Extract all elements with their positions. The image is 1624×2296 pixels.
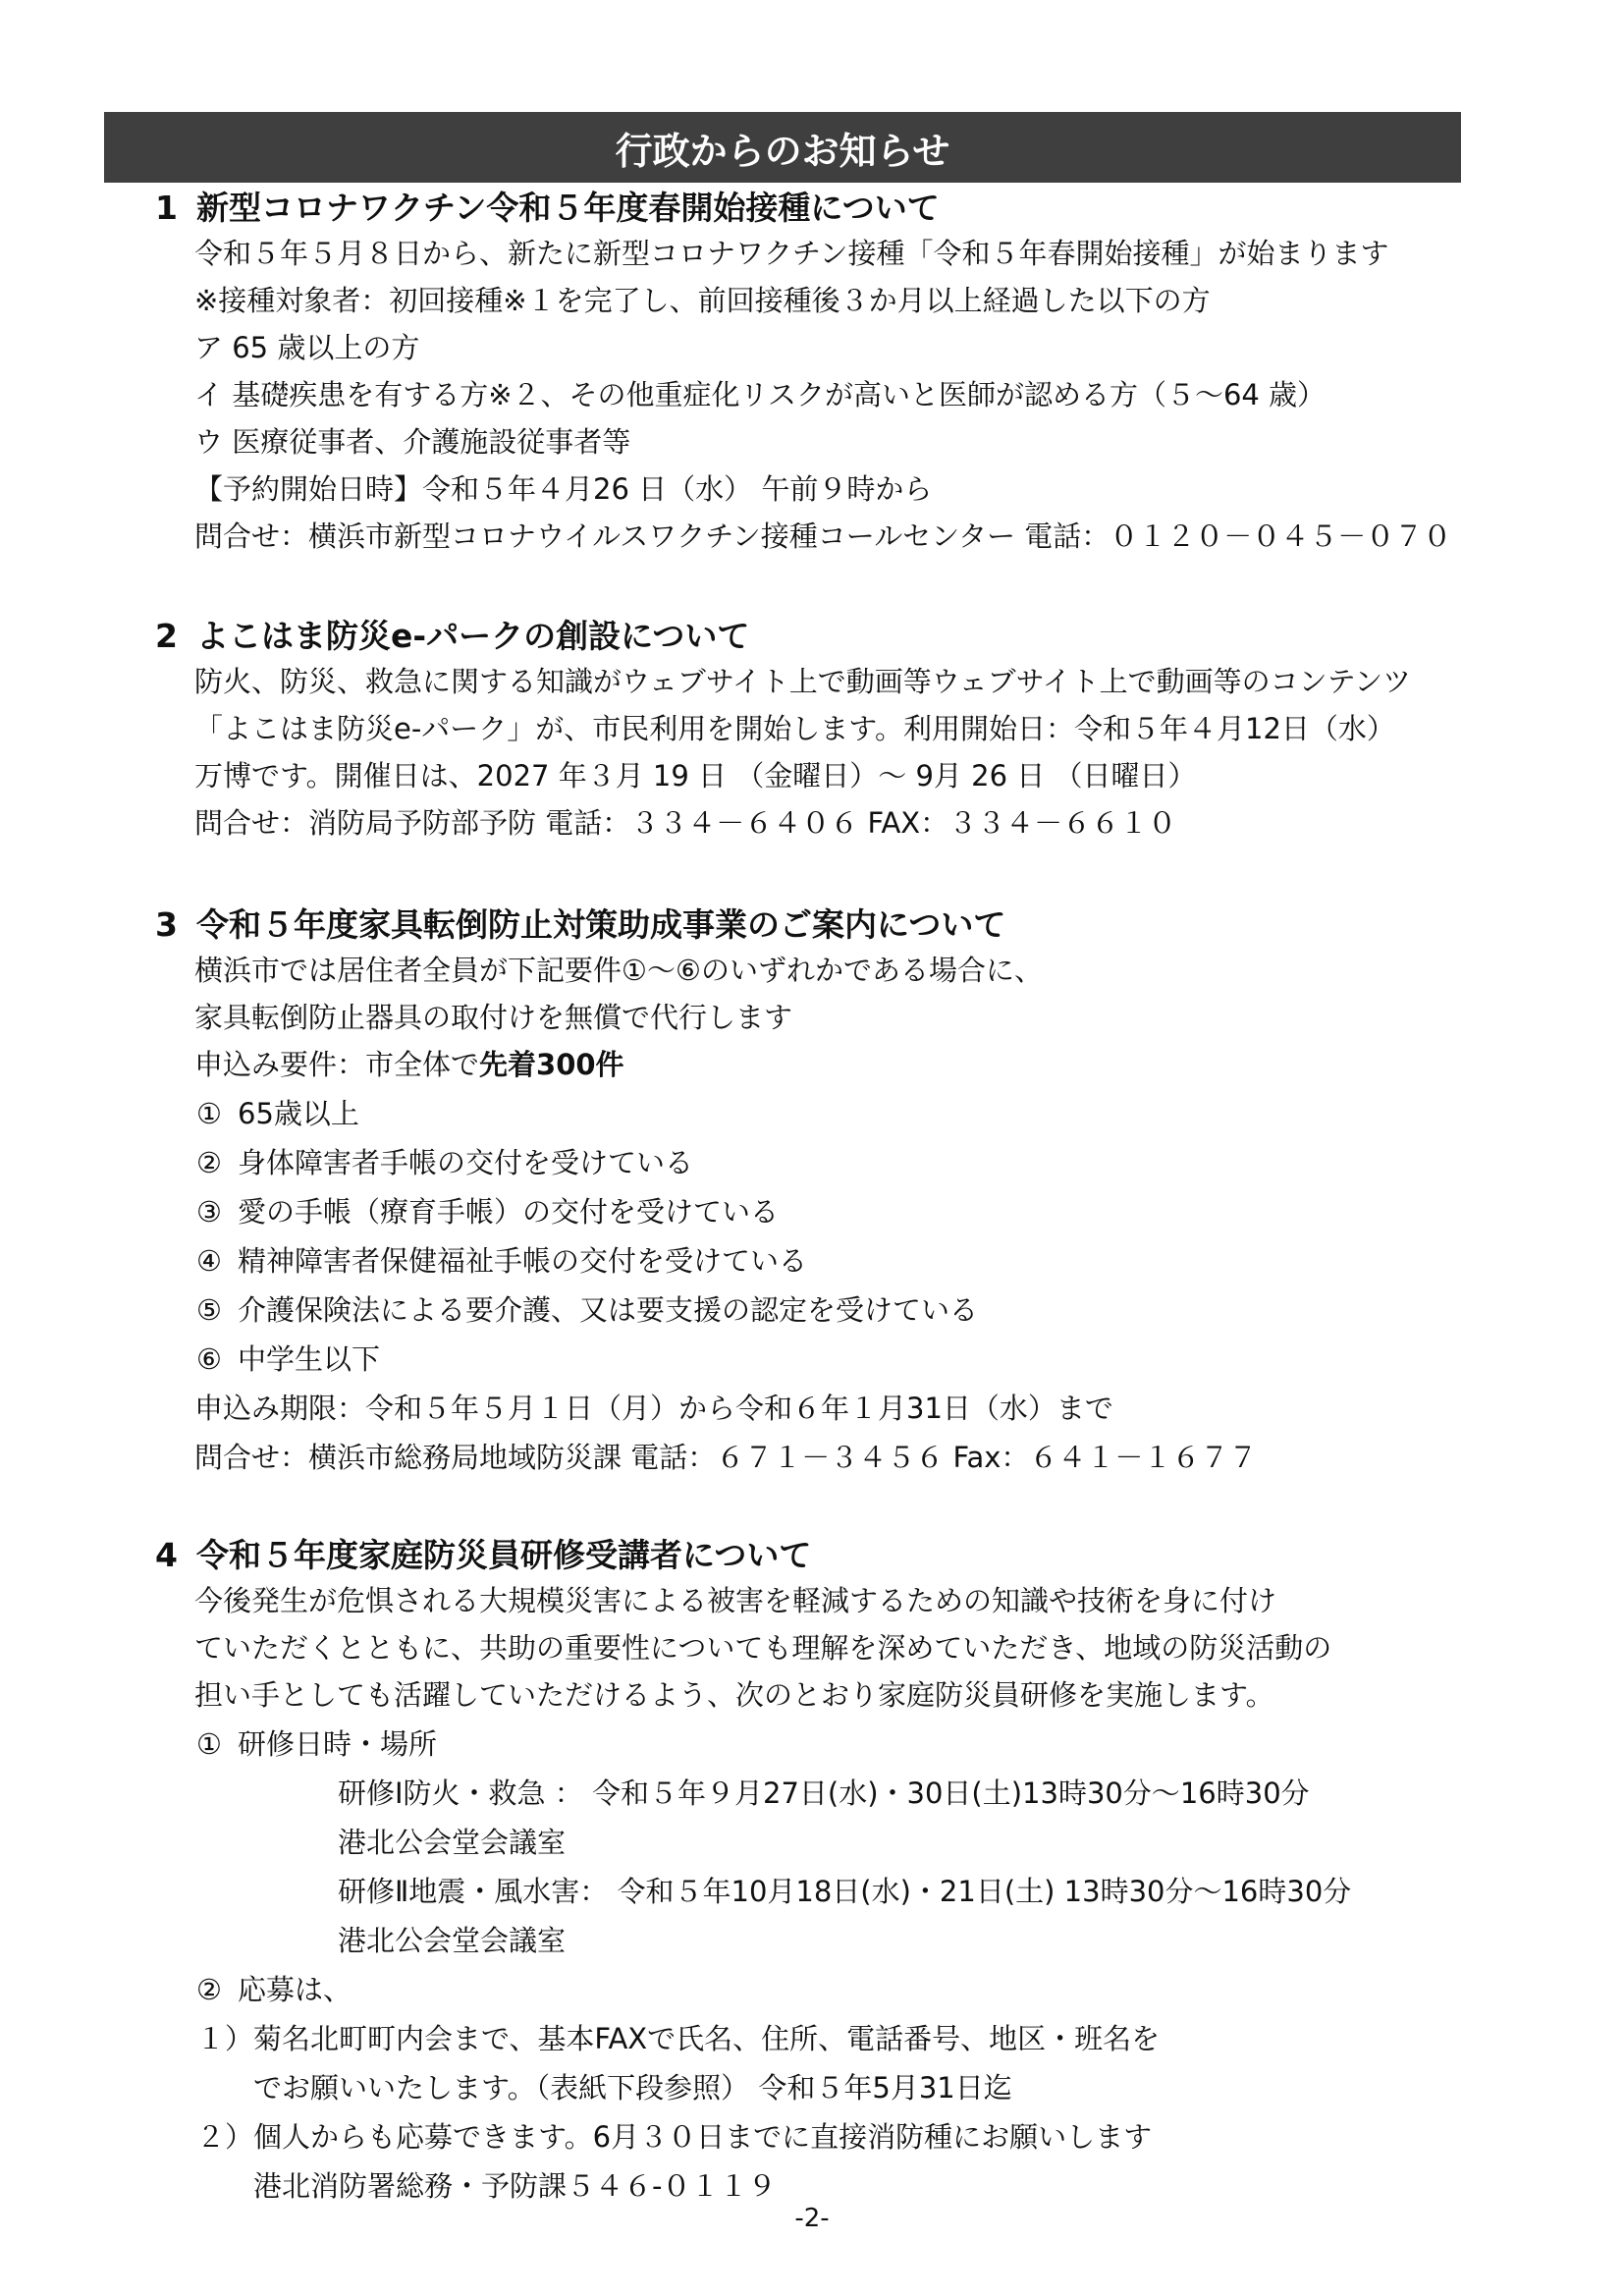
step-text: でお願いいたします。（表紙下段参照） 令和５年5月31日迄 [253, 2071, 1012, 2105]
section-1-line: イ 基礎疾患を有する方※２、その他重症化リスクが高いと医師が認める方（５～64 歳） [194, 378, 1326, 411]
circled-number: ② [196, 1973, 222, 2006]
circled-number: ⑤ [196, 1293, 222, 1327]
section-2-contact: 問合せ：消防局予防部予防 電話：３３４－６４０６ FAX：３３４－６６１０ [194, 806, 1177, 840]
section-2-title [155, 611, 749, 657]
page-number: -2- [794, 2204, 830, 2233]
application-step [196, 2021, 1160, 2056]
section-1-line: ※接種対象者：初回接種※１を完了し、前回接種後３か月以上経過した以下の方 [194, 284, 1211, 317]
requirement-item [196, 1292, 978, 1328]
requirement-item [196, 1145, 693, 1180]
section-3-title [155, 900, 1005, 946]
section-4-title [155, 1530, 811, 1576]
requirement-text: 身体障害者手帳の交付を受けている [238, 1146, 694, 1179]
circled-number: ④ [196, 1244, 222, 1278]
circled-number: ③ [196, 1195, 222, 1229]
section-heading: よこはま防災e-パークの創設について [196, 617, 750, 655]
section-number: 2 [155, 617, 178, 655]
training-schedule: 研修Ⅰ防火・救急 ： 令和５年９月27日(水)・30日(土)13時30分～16時30分 [338, 1777, 1310, 1810]
step-text: 港北消防署総務・予防課５４６-０１１９ [253, 2169, 777, 2203]
requirement-item [196, 1243, 807, 1279]
requirement-text: 愛の手帳（療育手帳）の交付を受けている [238, 1195, 780, 1229]
requirement-item [196, 1341, 380, 1377]
application-step [196, 2168, 776, 2204]
section-4-line: ていただくとともに、共助の重要性についても理解を深めていただき、地域の防災活動の [194, 1631, 1332, 1665]
section-3-line: 家具転倒防止器具の取付けを無償で代行します [194, 1001, 793, 1034]
section-number: 4 [155, 1536, 178, 1574]
apply-limit: 先着300件 [479, 1048, 624, 1081]
training-schedule: 研修Ⅱ地震・風水害： 令和５年10月18日(水)・21日(土) 13時30分～16時30分 [338, 1875, 1352, 1908]
requirement-item [196, 1194, 779, 1230]
section-3-apply-requirement [194, 1047, 624, 1082]
requirement-text: 中学生以下 [238, 1342, 381, 1376]
section-1-line: 令和５年５月８日から、新たに新型コロナワクチン接種「令和５年春開始接種」が始まります [194, 237, 1389, 270]
section-2-line: 防火、防災、救急に関する知識がウェブサイト上で動画等ウェブサイト上で動画等のコンテンツ [194, 665, 1412, 698]
section-heading: 令和５年度家庭防災員研修受講者について [196, 1536, 812, 1574]
step-text: 個人からも応募できます。6月３０日までに直接消防種にお願いします [253, 2120, 1153, 2154]
section-1-line: 【予約開始日時】令和５年４月26 日（水） 午前９時から [194, 472, 933, 506]
step-text: 菊名北町町内会まで、基本FAXで氏名、住所、電話番号、地区・班名を [253, 2022, 1161, 2055]
section-number: 1 [155, 189, 178, 227]
section-heading: 新型コロナワクチン令和５年度春開始接種について [196, 189, 940, 227]
training-venue: 港北公会堂会議室 [338, 1924, 567, 1957]
application-step [196, 2070, 1012, 2105]
requirement-text: 介護保険法による要介護、又は要支援の認定を受けている [238, 1293, 979, 1327]
circled-number: ② [196, 1146, 222, 1179]
section-2-line: 万博です。開催日は、2027 年３月 19 日 （金曜日）～ 9月 26 日 （日曜日） [194, 759, 1197, 793]
requirement-text: 精神障害者保健福祉手帳の交付を受けている [238, 1244, 808, 1278]
section-3-contact: 問合せ：横浜市総務局地域防災課 電話：６７１－３４５６ Fax：６４１－１６７７ [194, 1441, 1258, 1474]
section-4-line: 担い手としても活躍していただけるよう、次のとおり家庭防災員研修を実施します。 [194, 1678, 1274, 1712]
application-heading-text: 応募は、 [238, 1973, 352, 2006]
section-3-line: 横浜市では居住者全員が下記要件①～⑥のいずれかである場合に、 [194, 954, 1043, 987]
section-1-line: ウ 医療従事者、介護施設従事者等 [194, 425, 631, 459]
notice-banner [104, 112, 1461, 183]
step-number: １） [196, 2022, 254, 2055]
training-venue: 港北公会堂会議室 [338, 1826, 567, 1859]
section-1-line: ア 65 歳以上の方 [194, 331, 420, 364]
application-heading [196, 1972, 352, 2007]
section-2-line: 「よこはま防災e-パーク」が、市民利用を開始します。利用開始日：令和５年４月12日（水） [194, 712, 1395, 745]
requirement-item [196, 1096, 359, 1131]
training-heading [196, 1726, 437, 1762]
circled-number: ⑥ [196, 1342, 222, 1376]
step-number: ２） [196, 2120, 254, 2154]
section-4-line: 今後発生が危惧される大規模災害による被害を軽減するための知識や技術を身に付け [194, 1584, 1277, 1617]
apply-prefix: 申込み要件：市全体で [194, 1048, 480, 1081]
banner-title: 行政からのお知らせ [615, 129, 950, 173]
section-1-title [155, 183, 940, 229]
section-3-period: 申込み期限：令和５年５月１日（月）から令和６年１月31日（水）まで [194, 1392, 1113, 1425]
circled-number: ① [196, 1727, 222, 1761]
training-heading-text: 研修日時・場所 [238, 1727, 438, 1761]
requirement-text: 65歳以上 [238, 1097, 359, 1130]
circled-number: ① [196, 1097, 222, 1130]
section-heading: 令和５年度家具転倒防止対策助成事業のご案内について [196, 905, 1006, 944]
section-number: 3 [155, 905, 178, 944]
application-step [196, 2119, 1152, 2155]
section-1-contact: 問合せ：横浜市新型コロナウイルスワクチン接種コールセンター 電話：０１２０－０４５－０７０ [194, 519, 1452, 553]
